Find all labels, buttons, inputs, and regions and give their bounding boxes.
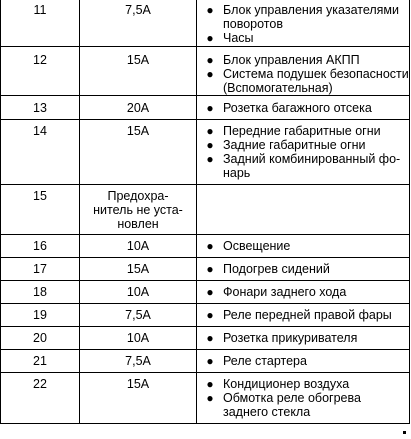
table-row <box>1 0 410 47</box>
fuse-rating: 15A <box>80 258 197 281</box>
table-row <box>1 258 410 281</box>
fuse-circuits <box>197 185 410 235</box>
fuse-rating: 10A <box>80 327 197 350</box>
bullet-icon: ● <box>206 285 214 299</box>
table-row <box>1 120 410 185</box>
bullet-icon: ● <box>206 391 214 405</box>
list-item: ● Задний комбинированный фо-нарь <box>197 152 409 180</box>
fuse-circuits <box>197 350 410 373</box>
table-row <box>1 47 410 96</box>
list-item: ● Реле передней правой фары <box>197 308 409 322</box>
fuse-number: 19 <box>1 304 80 327</box>
page-corner-mark <box>403 431 406 434</box>
table-row <box>1 185 410 235</box>
bullet-icon: ● <box>206 308 214 322</box>
list-item: ● Фонари заднего хода <box>197 285 409 299</box>
fuse-number: 12 <box>1 47 80 96</box>
fuse-rating <box>80 185 197 235</box>
list-item: ● Задние габаритные огни <box>197 138 409 152</box>
fuse-rating: 10A <box>80 281 197 304</box>
fuse-circuits <box>197 258 410 281</box>
fuse-number: 20 <box>1 327 80 350</box>
fuse-rating: 15A <box>80 120 197 185</box>
table-row <box>1 373 410 424</box>
fuse-number: 18 <box>1 281 80 304</box>
fuse-rating: 15A <box>80 373 197 424</box>
table-row <box>1 327 410 350</box>
list-item: ● Реле стартера <box>197 354 409 368</box>
list-item: ● Розетка багажного отсека <box>197 101 409 115</box>
list-item: ● Передние габаритные огни <box>197 124 409 138</box>
fuse-circuits <box>197 47 410 96</box>
table-row <box>1 96 410 120</box>
fuse-rating: 7,5A <box>80 350 197 373</box>
list-item: ● Кондиционер воздуха <box>197 377 409 391</box>
bullet-icon: ● <box>206 124 214 138</box>
bullet-icon: ● <box>206 262 214 276</box>
list-item: ● Розетка прикуривателя <box>197 331 409 345</box>
fuse-number: 17 <box>1 258 80 281</box>
fuse-circuits <box>197 235 410 258</box>
fuse-circuits <box>197 0 410 47</box>
fuse-circuits <box>197 281 410 304</box>
list-item: ● Часы <box>197 31 409 45</box>
fuse-number: 15 <box>1 185 80 235</box>
fuse-number: 11 <box>1 0 80 47</box>
list-item: ● Блок управления АКПП <box>197 53 409 67</box>
bullet-icon: ● <box>206 3 214 17</box>
fuse-rating: 20A <box>80 96 197 120</box>
bullet-icon: ● <box>206 377 214 391</box>
bullet-icon: ● <box>206 100 214 115</box>
bullet-icon: ● <box>206 354 214 368</box>
list-item: ● Блок управления указателями поворотов <box>197 3 409 31</box>
list-item: ● Подогрев сидений <box>197 262 409 276</box>
bullet-icon: ● <box>206 31 214 45</box>
bullet-icon: ● <box>206 152 214 166</box>
fuse-number: 21 <box>1 350 80 373</box>
fuse-number: 13 <box>1 96 80 120</box>
table-row <box>1 304 410 327</box>
fuse-circuits <box>197 304 410 327</box>
fuse-circuits <box>197 373 410 424</box>
fuse-rating-line: нитель не уста- <box>93 203 183 217</box>
fuse-rating: 15A <box>80 47 197 96</box>
bullet-icon: ● <box>206 67 214 81</box>
fuse-rating: 7,5A <box>80 304 197 327</box>
fuse-rating-line: Предохра- <box>107 189 169 203</box>
list-item: ● Обмотка реле обогрева заднего стекла <box>197 391 409 419</box>
fuse-circuits <box>197 96 410 120</box>
list-item: ● Освещение <box>197 239 409 253</box>
fuse-number: 14 <box>1 120 80 185</box>
fuse-rating: 10A <box>80 235 197 258</box>
bullet-icon: ● <box>206 53 214 67</box>
list-item: ● Система подушек безопасности (Вспомогательная) <box>197 67 409 95</box>
table-row <box>1 235 410 258</box>
fuse-rating: 7,5A <box>80 0 197 47</box>
table-row <box>1 281 410 304</box>
fuse-rating-line: новлен <box>117 217 159 231</box>
table-row <box>1 350 410 373</box>
bullet-icon: ● <box>206 138 214 152</box>
fuse-circuits <box>197 120 410 185</box>
fuse-circuits <box>197 327 410 350</box>
fuse-number: 16 <box>1 235 80 258</box>
bullet-icon: ● <box>206 239 214 253</box>
bullet-icon: ● <box>206 331 214 345</box>
fuse-number: 22 <box>1 373 80 424</box>
